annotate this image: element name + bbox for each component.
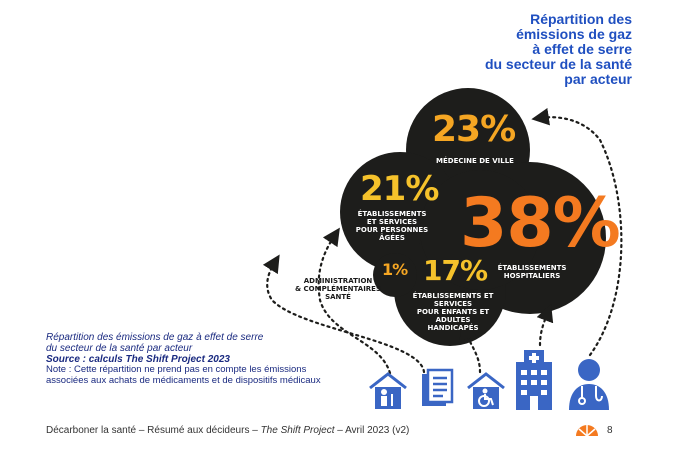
hospital-icon bbox=[512, 348, 556, 412]
elderly-home-icon bbox=[366, 368, 410, 412]
title-line-5: par acteur bbox=[564, 71, 632, 87]
caption-source: Source : calculs The Shift Project 2023 bbox=[46, 354, 230, 365]
footer-text: Décarboner la santé – Résumé aux décideurs – The Shift Project – Avril 2023 (v2) bbox=[46, 425, 410, 436]
value-etab-agees: 21% bbox=[360, 169, 439, 209]
label-hospitaliers: ÉTABLISSEMENTS HOSPITALIERS bbox=[497, 264, 567, 280]
documents-icon bbox=[418, 368, 458, 412]
arrow-hospital bbox=[540, 312, 548, 345]
figure-note: Note : Cette répartition ne prend pas en compte les émissions associées aux achats de médicaments et de dispositifs médicaux bbox=[46, 364, 321, 386]
label-etab-agees: ÉTABLISSEMENTS ET SERVICES POUR PERSONNES ÂGÉES bbox=[355, 210, 429, 242]
figure-caption bbox=[46, 332, 406, 365]
disabled-home-icon bbox=[464, 368, 508, 412]
value-admin: 1% bbox=[382, 260, 408, 279]
label-handicapes: ÉTABLISSEMENTS ET SERVICES POUR ENFANTS ET ADULTES HANDICAPÉS bbox=[412, 292, 494, 332]
value-hospitaliers: 38% bbox=[460, 184, 620, 263]
label-medecine: MÉDECINE DE VILLE bbox=[436, 157, 514, 165]
shift-project-logo-icon bbox=[574, 422, 600, 438]
value-handicapes: 17% bbox=[423, 254, 488, 287]
caption-line-1: Répartition des émissions de gaz à effet de serre bbox=[46, 332, 264, 343]
page-number: 8 bbox=[607, 425, 613, 436]
doctor-icon bbox=[566, 356, 612, 412]
title-line-2: émissions de gaz bbox=[516, 26, 632, 42]
caption-line-2: du secteur de la santé par acteur bbox=[46, 343, 193, 354]
label-admin: ADMINISTRATION & COMPLÉMENTAIRES SANTÉ bbox=[294, 277, 382, 301]
value-medecine: 23% bbox=[432, 109, 516, 150]
title-line-4: du secteur de la santé bbox=[484, 56, 632, 72]
title-line-3: à effet de serre bbox=[532, 41, 632, 57]
title-line-1: Répartition des bbox=[530, 11, 632, 27]
